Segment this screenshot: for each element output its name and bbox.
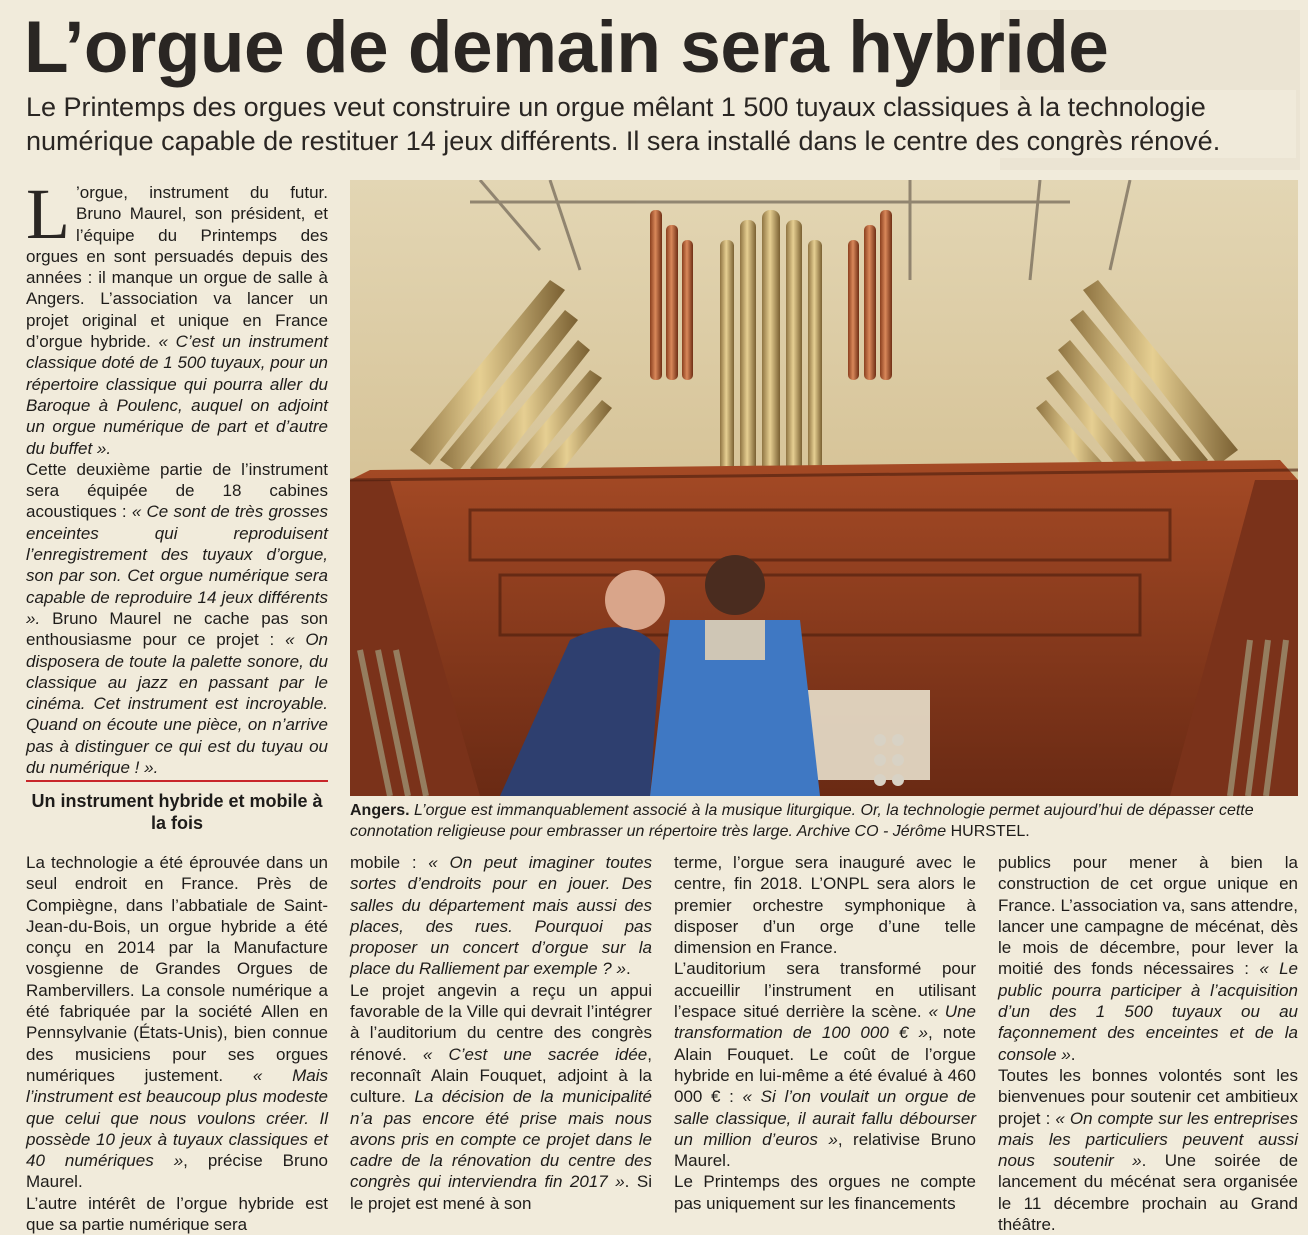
col3-paragraph-2 — [674, 958, 976, 1171]
intro-paragraph — [26, 174, 328, 459]
organ-illustration — [350, 180, 1298, 796]
col3-paragraph — [674, 852, 976, 958]
col3-text-3: , note Alain Fouquet. Le coût de l’orgue hybride en lui-même a été évalué à 460 000 € : — [674, 1023, 976, 1107]
body-column-1 — [26, 852, 328, 1235]
col1-paragraph-2 — [26, 1193, 328, 1235]
intro-text-2: Cette deuxième partie de l’instrument sera équipée de 18 cabines acoustiques : — [26, 459, 328, 522]
caption-place: Angers. — [350, 802, 410, 819]
col2-text-3: , reconnaît Alain Fouquet, adjoint à la culture. — [350, 1044, 652, 1107]
col1-quote-1: « Mais l’instrument est beaucoup plus modeste que celui que nous voulons créer. Il possède 10 jeux à tuyaux classiques et 40 numériques » — [26, 1065, 329, 1171]
col2-text-1-end: . — [625, 959, 631, 979]
col4-text-1-end: . — [1070, 1044, 1076, 1064]
col1-paragraph — [26, 852, 328, 1193]
col4-paragraph — [998, 852, 1298, 1065]
headline: L’orgue de demain sera hybride — [24, 7, 1109, 88]
photo-caption — [350, 800, 1298, 842]
col1-text-3: L’autre intérêt de l’orgue hybride est que sa partie numérique sera — [26, 1193, 328, 1235]
body-column-2 — [350, 852, 652, 1214]
col2-text-1: mobile : — [350, 853, 429, 872]
section-subhead: Un instrument hybride et mobile à la fois — [26, 780, 328, 834]
intro-quote-2: « Ce sont de très grosses enceintes qui reproduisent l’enregistrement des tuyaux d’orgue, son par son. Cet orgue numérique sera capable de reproduire 14 jeux différents ». — [26, 502, 328, 628]
organ-photo — [350, 180, 1298, 796]
intro-paragraph-2 — [26, 459, 328, 778]
col3-quote-2: « Si l’on voulait un orgue de salle classique, il aurait fallu débourser un million d’euros » — [674, 1087, 977, 1149]
col4-quote-1: « Le public pourra participer à l’acquisition d’un des 1 500 tuyaux ou au façonnement des enceintes et de la console » — [998, 959, 1298, 1064]
intro-text-1: ’orgue, instrument du futur. Bruno Maurel, son président, et l’équipe du Printemps des orgues en sont persuadés depuis des années : il manque un orgue de salle à Angers. L’association va lancer un projet original et unique en France d’orgue hybride. — [26, 183, 328, 352]
col2-quote-3: La décision de la municipalité n’a pas encore été prise mais nous avons pris en compte ce projet dans le cadre de la rénovation du centre des congrès qui interviendra fin 2017 » — [350, 1087, 652, 1192]
caption-author: HURSTEL. — [950, 823, 1030, 840]
subtitle: Le Printemps des orgues veut construire un orgue mêlant 1 500 tuyaux classiques à la technologie numérique capable de restituer 14 jeux différents. Il sera installé dans le centre des congrès rénové. — [26, 90, 1296, 158]
body-column-3 — [674, 852, 976, 1214]
col2-text-2: Le projet angevin a reçu un appui favorable de la Ville qui devrait l’intégrer à l’auditorium du centre des congrès rénové. — [350, 980, 652, 1064]
col3-text-5: Le Printemps des orgues ne compte pas uniquement sur les financements — [674, 1172, 976, 1213]
col1-text-1: La technologie a été éprouvée dans un seul endroit en France. Près de Compiègne, dans l’abbatiale de Saint-Jean-du-Bois, un orgue hybride a été conçu en 2014 par la Manufacture vosgienne de Grandes Orgues de Rambervillers. La console numérique a été fabriquée par la société Allen en Pennsylvanie (États-Unis), bien connue des musiciens pour ses orgues numériques justement. — [26, 853, 328, 1085]
intro-text-3: Bruno Maurel ne cache pas son enthousiasme pour ce projet : — [26, 608, 328, 650]
col2-paragraph-2 — [350, 980, 652, 1214]
col3-text-1: terme, l’orgue sera inauguré avec le centre, fin 2018. L’ONPL sera alors le premier orchestre symphonique à disposer d’un orge d’une telle dimension en France. — [674, 853, 976, 958]
col4-quote-2: « On compte sur les entreprises mais les particuliers peuvent aussi nous soutenir » — [998, 1108, 1298, 1171]
col2-paragraph — [350, 852, 652, 980]
intro-column — [26, 174, 329, 778]
col2-quote-1: « On peut imaginer toutes sortes d’endroits pour en jouer. Des salles du département mais aussi des places, des rues. Pourquoi pas proposer un concert d’orgue sur la place du Ralliement par exemple ? » — [350, 853, 652, 979]
col3-paragraph-3 — [674, 1171, 976, 1214]
col2-text-4: . Si le projet est mené à son — [350, 1172, 652, 1213]
caption-text: L’orgue est immanquablement associé à la musique liturgique. Or, la technologie permet aujourd’hui de dépasser cette connotation religieuse pour embrasser un répertoire très large. Archive CO - Jérôme — [350, 802, 1254, 840]
col4-text-3: . Une soirée de lancement du mécénat sera organisée le 11 décembre prochain au Grand théâtre. — [998, 1151, 1299, 1235]
col4-text-2: Toutes les bonnes volontés sont les bienvenues pour soutenir cet ambitieux projet : — [998, 1065, 1298, 1128]
col3-text-4: , relativise Bruno Maurel. — [674, 1129, 976, 1171]
col1-text-2: , précise Bruno Maurel. — [26, 1151, 328, 1192]
intro-quote-1: « C’est un instrument classique doté de 1 500 tuyaux, pour un répertoire classique qui pourra aller du Baroque à Poulenc, auquel on adjoint un orgue numérique de part et d’autre du buffet ». — [26, 332, 328, 458]
col3-text-2: L’auditorium sera transformé pour accueillir l’instrument en utilisant l’espace situé derrière la scène. — [674, 959, 976, 1022]
col2-quote-2: « C’est une sacrée idée — [422, 1044, 648, 1064]
col3-quote-1: « Une transformation de 100 000 € » — [674, 1002, 976, 1043]
body-column-4 — [998, 852, 1298, 1235]
intro-quote-3: « On disposera de toute la palette sonore, du classique au jazz en passant par le cinéma. Cet instrument est incroyable. Quand on écoute une pièce, on n’arrive pas à distinguer ce qui est du tuyau ou du numérique ! ». — [26, 630, 329, 778]
col4-paragraph-2 — [998, 1065, 1298, 1235]
drop-cap: L — [26, 174, 70, 254]
col4-text-1: publics pour mener à bien la construction de cet orgue unique en France. L’association va, sans attendre, lancer une campagne de mécénat, dès le mois de décembre, pour lever la moitié des fonds nécessaires : — [998, 853, 1298, 979]
